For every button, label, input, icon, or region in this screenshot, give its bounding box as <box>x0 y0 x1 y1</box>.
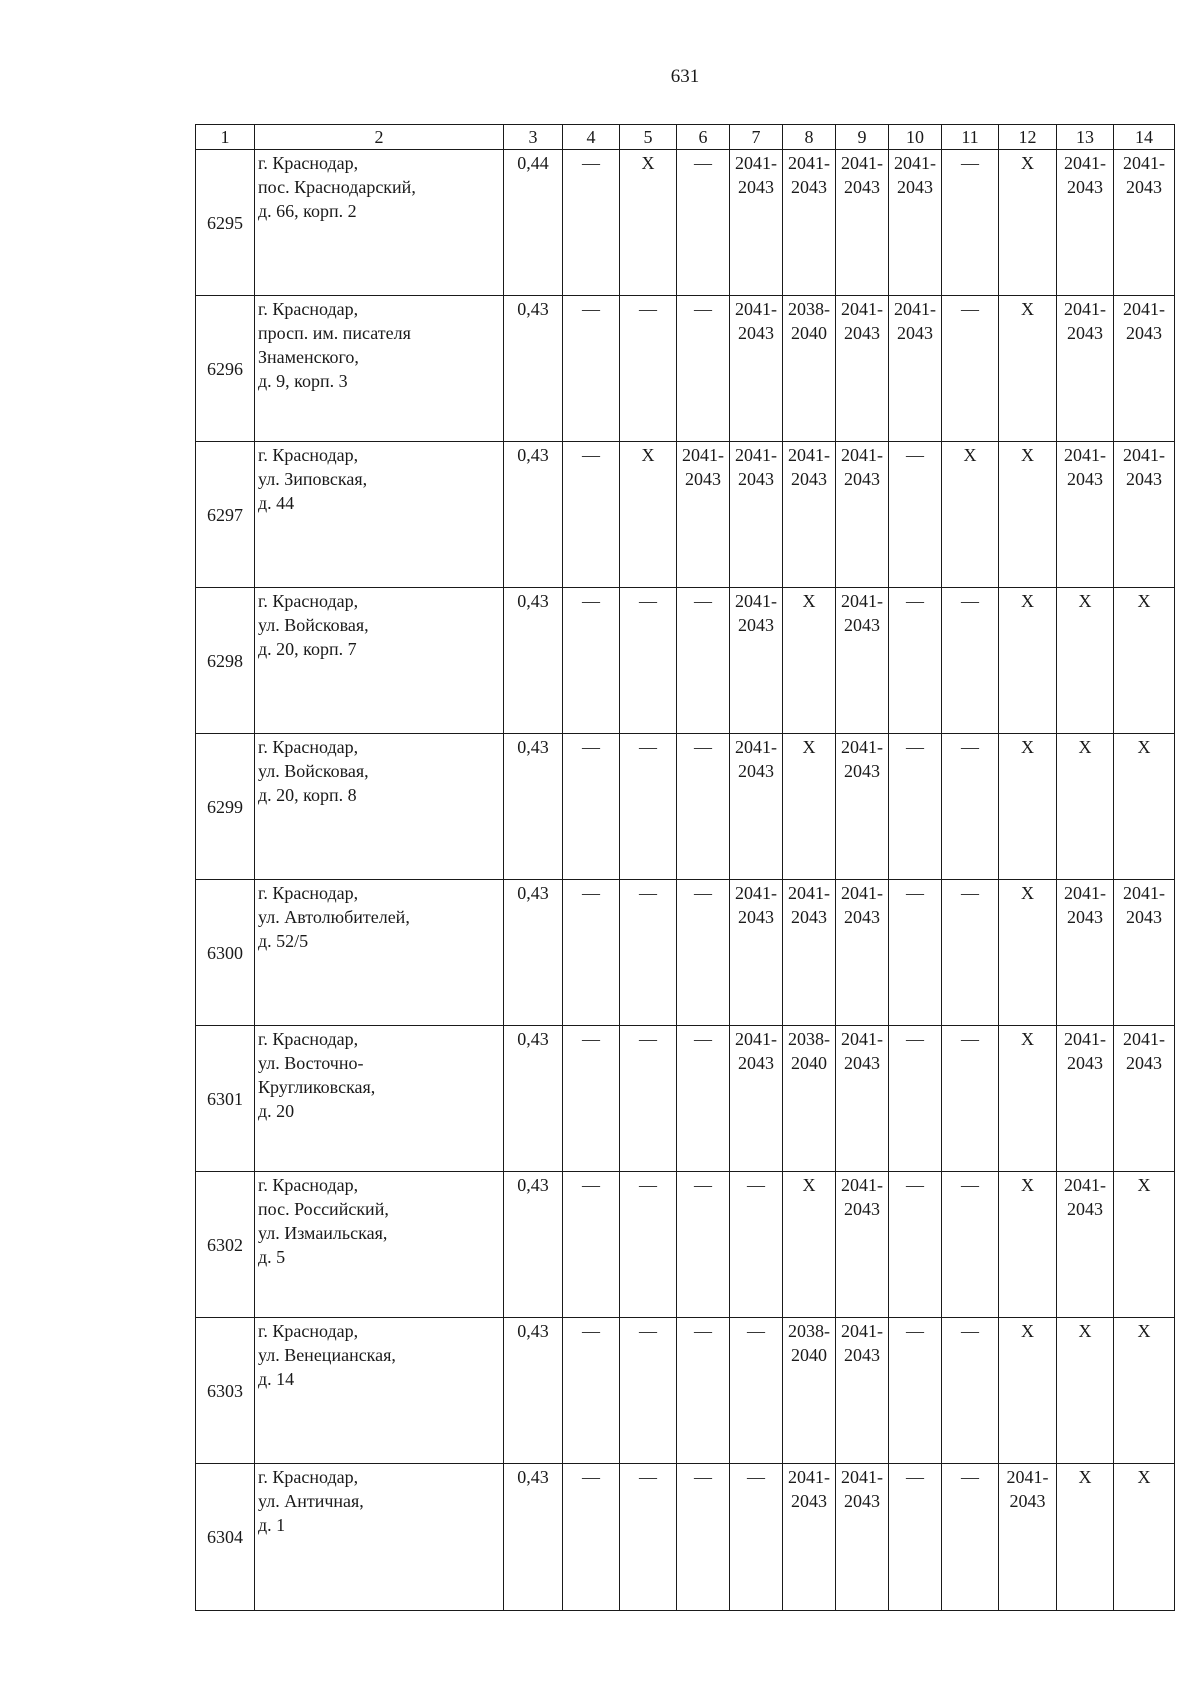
cell-value: 2041- 2043 <box>841 1029 883 1073</box>
cell-value: 2041- 2043 <box>735 299 777 343</box>
cell-value: 2041- 2043 <box>735 883 777 927</box>
address-cell: г. Краснодар, ул. Войсковая, д. 20, корп. 7 <box>255 588 504 734</box>
cell-value: Х <box>1021 1321 1034 1341</box>
cell-value: 2041- 2043 <box>1123 1029 1165 1073</box>
row-number: 6298 <box>196 588 255 734</box>
address-cell: г. Краснодар, пос. Российский, ул. Измаильская, д. 5 <box>255 1172 504 1318</box>
cell-value: 2038- 2040 <box>788 1321 830 1365</box>
column-number: 5 <box>620 125 677 150</box>
cell-value: 2041- 2043 <box>841 299 883 343</box>
address-cell: г. Краснодар, ул. Античная, д. 1 <box>255 1464 504 1611</box>
cell-value: Х <box>1078 591 1092 611</box>
value-cell-col-10 <box>889 880 942 1026</box>
cell-value: — <box>639 883 657 903</box>
value-cell-col-13 <box>1057 734 1114 880</box>
cell-value: Х <box>1078 737 1092 757</box>
value-cell-col-8 <box>783 588 836 734</box>
value-cell-col-10 <box>889 296 942 442</box>
cell-value: — <box>582 737 600 757</box>
value-cell-col-5 <box>620 1464 677 1611</box>
cell-value: — <box>747 1321 765 1341</box>
value-cell-col-14 <box>1114 296 1175 442</box>
value-cell-col-14 <box>1114 442 1175 588</box>
value-cell-col-8 <box>783 150 836 296</box>
cell-value: — <box>961 1175 979 1195</box>
cell-value: Х <box>1078 1467 1092 1487</box>
column-number: 4 <box>563 125 620 150</box>
table-row <box>196 588 1175 734</box>
cell-value: — <box>582 1029 600 1049</box>
value-cell-col-6 <box>677 296 730 442</box>
cell-value: — <box>639 299 657 319</box>
row-number: 6302 <box>196 1172 255 1318</box>
cell-value: — <box>639 1029 657 1049</box>
cell-value: — <box>906 737 924 757</box>
coefficient-cell: 0,43 <box>504 1172 563 1318</box>
cell-value: 2041- 2043 <box>1064 445 1106 489</box>
value-cell-col-7 <box>730 734 783 880</box>
cell-value: 2041- 2043 <box>1123 445 1165 489</box>
column-number: 11 <box>942 125 999 150</box>
cell-value: — <box>961 299 979 319</box>
cell-value: Х <box>1021 153 1034 173</box>
cell-value: — <box>582 153 600 173</box>
cell-value: — <box>961 1029 979 1049</box>
coefficient-cell: 0,43 <box>504 296 563 442</box>
value-cell-col-6 <box>677 442 730 588</box>
cell-value: — <box>582 445 600 465</box>
column-number-row <box>196 125 1175 150</box>
table-row <box>196 1318 1175 1464</box>
cell-value: — <box>961 1467 979 1487</box>
cell-value: — <box>694 1321 712 1341</box>
value-cell-col-9 <box>836 296 889 442</box>
table-row <box>196 1172 1175 1318</box>
value-cell-col-9 <box>836 442 889 588</box>
row-number: 6297 <box>196 442 255 588</box>
cell-value: — <box>961 591 979 611</box>
cell-value: — <box>694 1467 712 1487</box>
cell-value: — <box>694 153 712 173</box>
address-cell: г. Краснодар, ул. Зиповская, д. 44 <box>255 442 504 588</box>
cell-value: — <box>906 1175 924 1195</box>
value-cell-col-9 <box>836 1026 889 1172</box>
value-cell-col-14 <box>1114 734 1175 880</box>
cell-value: 2041- 2043 <box>841 883 883 927</box>
cell-value: — <box>582 1467 600 1487</box>
table-row <box>196 734 1175 880</box>
cell-value: 2038- 2040 <box>788 299 830 343</box>
value-cell-col-7 <box>730 588 783 734</box>
value-cell-col-8 <box>783 1026 836 1172</box>
cell-value: 2041- 2043 <box>1064 153 1106 197</box>
value-cell-col-8 <box>783 296 836 442</box>
value-cell-col-7 <box>730 150 783 296</box>
column-number: 12 <box>999 125 1057 150</box>
cell-value: Х <box>1021 445 1034 465</box>
table-row <box>196 1464 1175 1611</box>
value-cell-col-9 <box>836 1172 889 1318</box>
cell-value: 2041- 2043 <box>1006 1467 1049 1511</box>
cell-value: — <box>961 1321 979 1341</box>
cell-value: 2041- 2043 <box>735 445 777 489</box>
cell-value: 2041- 2043 <box>1064 299 1106 343</box>
value-cell-col-6 <box>677 1172 730 1318</box>
coefficient-cell: 0,44 <box>504 150 563 296</box>
column-number: 2 <box>255 125 504 150</box>
row-number: 6301 <box>196 1026 255 1172</box>
value-cell-col-7 <box>730 1318 783 1464</box>
table-row <box>196 442 1175 588</box>
value-cell-col-4 <box>563 734 620 880</box>
value-cell-col-4 <box>563 880 620 1026</box>
value-cell-col-12 <box>999 296 1057 442</box>
cell-value: Х <box>641 445 655 465</box>
value-cell-col-7 <box>730 1172 783 1318</box>
value-cell-col-12 <box>999 588 1057 734</box>
cell-value: 2041- 2043 <box>841 153 883 197</box>
value-cell-col-13 <box>1057 1026 1114 1172</box>
value-cell-col-4 <box>563 1026 620 1172</box>
cell-value: — <box>582 1321 600 1341</box>
value-cell-col-14 <box>1114 1464 1175 1611</box>
cell-value: 2041- 2043 <box>841 1467 883 1511</box>
cell-value: 2041- 2043 <box>841 737 883 781</box>
value-cell-col-10 <box>889 734 942 880</box>
value-cell-col-11 <box>942 734 999 880</box>
cell-value: — <box>961 153 979 173</box>
cell-value: — <box>639 591 657 611</box>
value-cell-col-4 <box>563 442 620 588</box>
column-number: 7 <box>730 125 783 150</box>
value-cell-col-5 <box>620 588 677 734</box>
cell-value: Х <box>641 153 655 173</box>
cell-value: 2041- 2043 <box>841 1321 883 1365</box>
table-row <box>196 296 1175 442</box>
value-cell-col-14 <box>1114 150 1175 296</box>
cell-value: Х <box>1137 1321 1151 1341</box>
cell-value: 2041- 2043 <box>894 153 936 197</box>
cell-value: Х <box>1021 591 1034 611</box>
row-number: 6295 <box>196 150 255 296</box>
cell-value: 2041- 2043 <box>1064 1175 1106 1219</box>
value-cell-col-11 <box>942 442 999 588</box>
value-cell-col-5 <box>620 1318 677 1464</box>
coefficient-cell: 0,43 <box>504 442 563 588</box>
value-cell-col-14 <box>1114 880 1175 1026</box>
value-cell-col-12 <box>999 880 1057 1026</box>
cell-value: — <box>906 1467 924 1487</box>
value-cell-col-8 <box>783 1172 836 1318</box>
value-cell-col-5 <box>620 1172 677 1318</box>
coefficient-cell: 0,43 <box>504 1318 563 1464</box>
value-cell-col-8 <box>783 880 836 1026</box>
cell-value: — <box>639 1467 657 1487</box>
value-cell-col-7 <box>730 1464 783 1611</box>
cell-value: — <box>582 299 600 319</box>
cell-value: 2041- 2043 <box>735 1029 777 1073</box>
value-cell-col-8 <box>783 442 836 588</box>
value-cell-col-6 <box>677 588 730 734</box>
value-cell-col-13 <box>1057 442 1114 588</box>
cell-value: Х <box>1137 1467 1151 1487</box>
cell-value: 2041- 2043 <box>841 591 883 635</box>
column-number: 3 <box>504 125 563 150</box>
row-number: 6300 <box>196 880 255 1026</box>
value-cell-col-7 <box>730 442 783 588</box>
cell-value: 2041- 2043 <box>841 445 883 489</box>
coefficient-cell: 0,43 <box>504 1464 563 1611</box>
value-cell-col-4 <box>563 588 620 734</box>
cell-value: 2041- 2043 <box>1123 299 1165 343</box>
column-number: 13 <box>1057 125 1114 150</box>
cell-value: 2041- 2043 <box>1064 883 1106 927</box>
value-cell-col-13 <box>1057 150 1114 296</box>
value-cell-col-11 <box>942 588 999 734</box>
value-cell-col-5 <box>620 150 677 296</box>
value-cell-col-6 <box>677 1026 730 1172</box>
cell-value: Х <box>802 737 816 757</box>
row-number: 6299 <box>196 734 255 880</box>
value-cell-col-6 <box>677 150 730 296</box>
value-cell-col-6 <box>677 1464 730 1611</box>
cell-value: 2041- 2043 <box>735 153 777 197</box>
cell-value: Х <box>802 1175 816 1195</box>
value-cell-col-12 <box>999 150 1057 296</box>
cell-value: 2041- 2043 <box>841 1175 883 1219</box>
column-number: 14 <box>1114 125 1175 150</box>
cell-value: — <box>961 883 979 903</box>
cell-value: — <box>694 591 712 611</box>
value-cell-col-14 <box>1114 588 1175 734</box>
value-cell-col-12 <box>999 1464 1057 1611</box>
value-cell-col-5 <box>620 1026 677 1172</box>
column-number: 9 <box>836 125 889 150</box>
coefficient-cell: 0,43 <box>504 1026 563 1172</box>
value-cell-col-10 <box>889 1026 942 1172</box>
cell-value: — <box>639 1175 657 1195</box>
value-cell-col-4 <box>563 1172 620 1318</box>
cell-value: Х <box>802 591 816 611</box>
address-cell: г. Краснодар, ул. Восточно- Кругликовская, д. 20 <box>255 1026 504 1172</box>
value-cell-col-13 <box>1057 1172 1114 1318</box>
cell-value: Х <box>1021 299 1034 319</box>
value-cell-col-6 <box>677 1318 730 1464</box>
cell-value: — <box>747 1467 765 1487</box>
cell-value: — <box>906 591 924 611</box>
value-cell-col-10 <box>889 442 942 588</box>
cell-value: 2041- 2043 <box>788 1467 830 1511</box>
column-number: 10 <box>889 125 942 150</box>
value-cell-col-4 <box>563 150 620 296</box>
value-cell-col-4 <box>563 1464 620 1611</box>
value-cell-col-14 <box>1114 1318 1175 1464</box>
value-cell-col-12 <box>999 1026 1057 1172</box>
value-cell-col-9 <box>836 588 889 734</box>
value-cell-col-5 <box>620 880 677 1026</box>
cell-value: 2041- 2043 <box>788 883 830 927</box>
value-cell-col-6 <box>677 880 730 1026</box>
table-row <box>196 880 1175 1026</box>
cell-value: 2041- 2043 <box>788 445 830 489</box>
cell-value: — <box>582 883 600 903</box>
value-cell-col-4 <box>563 296 620 442</box>
value-cell-col-9 <box>836 880 889 1026</box>
column-number: 8 <box>783 125 836 150</box>
value-cell-col-5 <box>620 442 677 588</box>
cell-value: — <box>906 445 924 465</box>
table-row <box>196 150 1175 296</box>
value-cell-col-12 <box>999 1172 1057 1318</box>
cell-value: Х <box>1021 883 1034 903</box>
value-cell-col-7 <box>730 880 783 1026</box>
value-cell-col-9 <box>836 1318 889 1464</box>
value-cell-col-12 <box>999 442 1057 588</box>
value-cell-col-10 <box>889 150 942 296</box>
table-body <box>196 125 1175 1611</box>
value-cell-col-10 <box>889 588 942 734</box>
cell-value: — <box>747 1175 765 1195</box>
table-row <box>196 1026 1175 1172</box>
cell-value: — <box>906 883 924 903</box>
cell-value: 2041- 2043 <box>682 445 724 489</box>
value-cell-col-8 <box>783 734 836 880</box>
value-cell-col-11 <box>942 1026 999 1172</box>
cell-value: — <box>694 737 712 757</box>
value-cell-col-10 <box>889 1318 942 1464</box>
cell-value: — <box>961 737 979 757</box>
cell-value: Х <box>963 445 977 465</box>
value-cell-col-12 <box>999 1318 1057 1464</box>
value-cell-col-13 <box>1057 1464 1114 1611</box>
register-table <box>195 124 1175 1611</box>
cell-value: Х <box>1021 1029 1034 1049</box>
address-cell: г. Краснодар, пос. Краснодарский, д. 66, корп. 2 <box>255 150 504 296</box>
value-cell-col-10 <box>889 1464 942 1611</box>
cell-value: — <box>639 1321 657 1341</box>
value-cell-col-7 <box>730 296 783 442</box>
value-cell-col-11 <box>942 880 999 1026</box>
coefficient-cell: 0,43 <box>504 734 563 880</box>
cell-value: — <box>639 737 657 757</box>
value-cell-col-13 <box>1057 296 1114 442</box>
cell-value: — <box>694 1029 712 1049</box>
value-cell-col-7 <box>730 1026 783 1172</box>
row-number: 6303 <box>196 1318 255 1464</box>
address-cell: г. Краснодар, ул. Войсковая, д. 20, корп. 8 <box>255 734 504 880</box>
value-cell-col-5 <box>620 296 677 442</box>
cell-value: Х <box>1021 1175 1034 1195</box>
value-cell-col-11 <box>942 1318 999 1464</box>
value-cell-col-11 <box>942 296 999 442</box>
cell-value: Х <box>1021 737 1034 757</box>
coefficient-cell: 0,43 <box>504 588 563 734</box>
cell-value: 2041- 2043 <box>735 591 777 635</box>
value-cell-col-14 <box>1114 1026 1175 1172</box>
cell-value: — <box>582 1175 600 1195</box>
cell-value: — <box>906 1029 924 1049</box>
cell-value: 2041- 2043 <box>1123 883 1165 927</box>
row-number: 6304 <box>196 1464 255 1611</box>
value-cell-col-6 <box>677 734 730 880</box>
value-cell-col-11 <box>942 1464 999 1611</box>
page-number: 631 <box>670 66 700 87</box>
value-cell-col-11 <box>942 1172 999 1318</box>
address-cell: г. Краснодар, ул. Венецианская, д. 14 <box>255 1318 504 1464</box>
value-cell-col-9 <box>836 734 889 880</box>
coefficient-cell: 0,43 <box>504 880 563 1026</box>
cell-value: Х <box>1137 737 1151 757</box>
value-cell-col-13 <box>1057 1318 1114 1464</box>
cell-value: 2041- 2043 <box>1064 1029 1106 1073</box>
cell-value: Х <box>1137 591 1151 611</box>
value-cell-col-14 <box>1114 1172 1175 1318</box>
address-cell: г. Краснодар, ул. Автолюбителей, д. 52/5 <box>255 880 504 1026</box>
value-cell-col-9 <box>836 1464 889 1611</box>
value-cell-col-8 <box>783 1464 836 1611</box>
value-cell-col-8 <box>783 1318 836 1464</box>
cell-value: — <box>694 1175 712 1195</box>
column-number: 6 <box>677 125 730 150</box>
value-cell-col-5 <box>620 734 677 880</box>
cell-value: — <box>694 883 712 903</box>
cell-value: 2041- 2043 <box>788 153 830 197</box>
value-cell-col-4 <box>563 1318 620 1464</box>
value-cell-col-10 <box>889 1172 942 1318</box>
cell-value: Х <box>1078 1321 1092 1341</box>
cell-value: 2041- 2043 <box>735 737 777 781</box>
value-cell-col-11 <box>942 150 999 296</box>
cell-value: Х <box>1137 1175 1151 1195</box>
cell-value: — <box>582 591 600 611</box>
cell-value: 2041- 2043 <box>1123 153 1165 197</box>
cell-value: 2041- 2043 <box>894 299 936 343</box>
cell-value: — <box>906 1321 924 1341</box>
column-number: 1 <box>196 125 255 150</box>
address-cell: г. Краснодар, просп. им. писателя Знаменского, д. 9, корп. 3 <box>255 296 504 442</box>
value-cell-col-9 <box>836 150 889 296</box>
row-number: 6296 <box>196 296 255 442</box>
value-cell-col-12 <box>999 734 1057 880</box>
cell-value: 2038- 2040 <box>788 1029 830 1073</box>
value-cell-col-13 <box>1057 588 1114 734</box>
cell-value: — <box>694 299 712 319</box>
value-cell-col-13 <box>1057 880 1114 1026</box>
